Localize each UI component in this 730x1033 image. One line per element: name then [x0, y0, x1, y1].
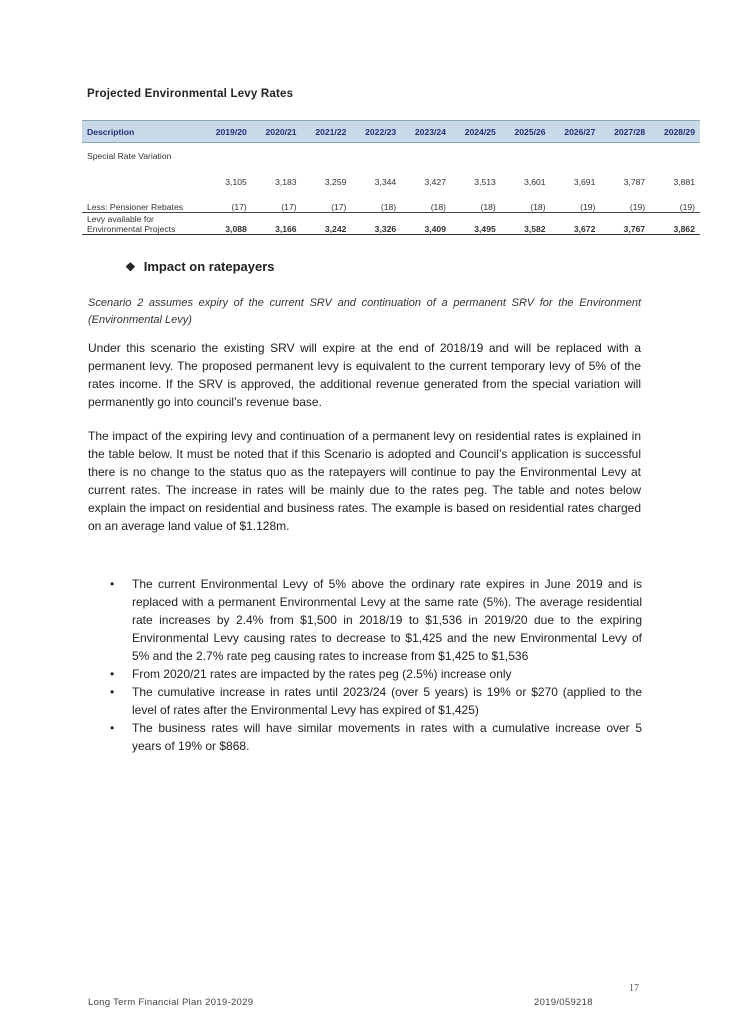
table-cell: 3,495: [451, 213, 501, 235]
column-header: 2027/28: [600, 121, 650, 143]
column-header: 2023/24: [401, 121, 451, 143]
column-header: 2025/26: [501, 121, 551, 143]
body-paragraph: Under this scenario the existing SRV will expire at the end of 2018/19 and will be replaced with a permanent levy. The proposed permanent levy is equivalent to the current temporary levy of 5% of the rates income. If the SRV is approved, the additional revenue generated from the special variation will permanently go into council’s revenue base.: [88, 341, 641, 409]
table-cell: 3,881: [673, 177, 695, 187]
list-item-text: The current Environmental Levy of 5% above the ordinary rate expires in June 2019 and is replaced with a permanent Environmental Levy at the same rate (5%). The average residential rate increases by 2.4% from $1,500 in 2018/19 to $1,536 in 2019/20 due to the expiring Environmental Levy causing rates to decrease to $1,425 and the new Environmental Levy of 5% and the 2.7% rate peg causing rates to increase from $1,425 to $1,536: [132, 577, 642, 663]
scenario-note: Scenario 2 assumes expiry of the current SRV and continuation of a permanent SRV for the Environment (Environmental Levy): [88, 297, 641, 326]
table-header-row: [82, 121, 700, 143]
section-heading-text: Impact on ratepayers: [143, 259, 275, 274]
table-cell: 3,582: [501, 213, 551, 235]
footer-reference-number: 2019/059218: [534, 997, 593, 1008]
table-cell: 3,166: [252, 213, 302, 235]
table-cell: (19): [580, 202, 596, 212]
table-cell: 3,513: [474, 177, 496, 187]
row-label: Less: Pensioner Rebates: [87, 202, 184, 212]
list-item: [110, 665, 642, 683]
list-item: [110, 683, 642, 719]
table-cell: (19): [679, 202, 695, 212]
table-cell: (19): [629, 202, 646, 212]
bullet-dot-icon: •: [110, 685, 115, 699]
bullet-dot-icon: •: [110, 667, 115, 681]
table-cell: (18): [380, 202, 397, 212]
table-cell: 3,409: [401, 213, 451, 235]
table-cell: 3,601: [524, 177, 546, 187]
column-header: 2028/29: [650, 121, 700, 143]
bullet-dot-icon: •: [110, 721, 115, 735]
list-item-text: From 2020/21 rates are impacted by the rates peg (2.5%) increase only: [132, 667, 512, 681]
table-cell: 3,344: [374, 177, 397, 187]
table-cell: 3,183: [275, 177, 297, 187]
table-cell: 3,326: [351, 213, 401, 235]
body-paragraph: The impact of the expiring levy and continuation of a permanent levy on residential rates is explained in the table below. It must be noted that if this Scenario is adopted and Council’s application is successful there is no change to the status quo as the ratepayers will continue to pay the Environmental Levy at current rates. The increase in rates will be mainly due to the rates peg. The table and notes below explain the impact on residential and business rates. The example is based on residential rates charged on an average land value of $1.128m.: [88, 429, 641, 533]
page-number: 17: [629, 983, 639, 994]
table-cell: 3,427: [424, 177, 446, 187]
table-cell: 3,787: [623, 177, 646, 187]
table-cell: 3,691: [573, 177, 596, 187]
column-header: 2020/21: [252, 121, 302, 143]
table-cell: 3,862: [650, 213, 700, 235]
bullet-list: [110, 575, 642, 755]
list-item: [110, 719, 642, 755]
table-cell: 3,088: [202, 213, 252, 235]
table-row: [82, 190, 700, 213]
levy-rates-table: [82, 120, 700, 235]
row-label: Levy available for Environmental Projects: [82, 213, 202, 235]
column-header: 2026/27: [551, 121, 601, 143]
table-cell: (18): [430, 202, 446, 212]
list-item-text: The business rates will have similar movements in rates with a cumulative increase over 5 years of 19% or $868.: [132, 721, 642, 753]
list-item: [110, 575, 642, 665]
table-row: [82, 143, 700, 191]
column-header: Description: [82, 121, 202, 143]
table-cell: (18): [480, 202, 496, 212]
column-header: 2019/20: [202, 121, 252, 143]
table-cell: 3,767: [600, 213, 650, 235]
table-cell: 3,672: [551, 213, 601, 235]
column-header: 2022/23: [351, 121, 401, 143]
table-cell: 3,242: [302, 213, 352, 235]
column-header: 2024/25: [451, 121, 501, 143]
table-cell: (17): [331, 202, 347, 212]
table-cell: 3,259: [324, 177, 347, 187]
bullet-dot-icon: •: [110, 577, 115, 591]
page-title: Projected Environmental Levy Rates: [87, 88, 294, 100]
table-cell: 3,105: [225, 177, 247, 187]
row-label: Special Rate Variation: [87, 151, 172, 161]
table-cell: (18): [530, 202, 546, 212]
column-header: 2021/22: [302, 121, 352, 143]
table-cell: (17): [231, 202, 247, 212]
footer-document-title: Long Term Financial Plan 2019-2029: [88, 997, 254, 1008]
table-cell: (17): [281, 202, 297, 212]
section-heading: [125, 259, 275, 274]
table-row-total: [82, 213, 700, 235]
list-item-text: The cumulative increase in rates until 2023/24 (over 5 years) is 19% or $270 (applied to the level of rates after the Environmental Levy has expired of $1,425): [132, 685, 642, 717]
diamond-bullet-icon: ❖: [125, 260, 136, 274]
